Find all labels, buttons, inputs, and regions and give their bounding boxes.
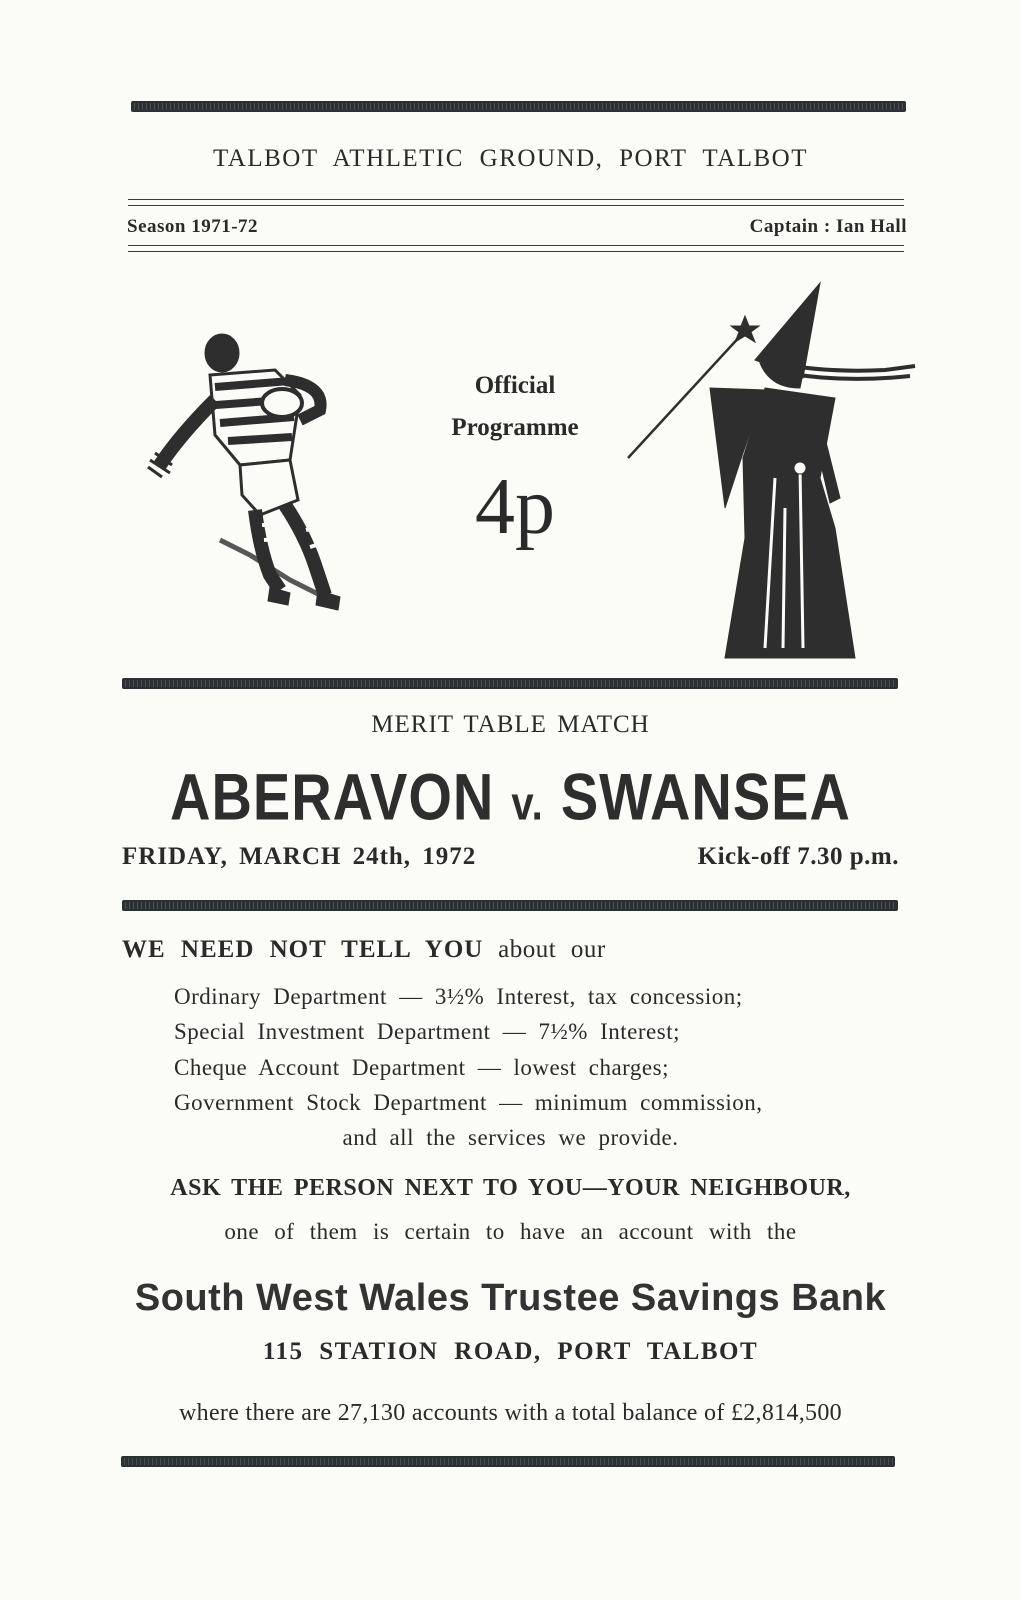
match-type: MERIT TABLE MATCH xyxy=(371,711,650,738)
official-programme-label xyxy=(420,365,610,449)
department-line: Government Stock Department — minimum commission, xyxy=(174,1090,763,1115)
away-team: SWANSEA xyxy=(560,759,851,834)
mid-bar-2 xyxy=(122,900,898,911)
ask-neighbour-line: ASK THE PERSON NEXT TO YOU—YOUR NEIGHBOUR, xyxy=(170,1175,851,1201)
bank-name: South West Wales Trustee Savings Bank xyxy=(134,1277,887,1319)
advert-intro xyxy=(122,936,606,964)
balance-line: where there are 27,130 accounts with a total balance of £2,814,500 xyxy=(179,1400,842,1426)
advert-intro-rest: about our xyxy=(498,936,606,963)
mid-bar-1 xyxy=(122,678,898,689)
captain-label: Captain : Ian Hall xyxy=(749,216,907,237)
department-line: Special Investment Department — 7½% Interest; xyxy=(174,1019,680,1044)
ground-title: TALBOT ATHLETIC GROUND, PORT TALBOT xyxy=(213,145,808,172)
rugby-player-icon xyxy=(140,325,350,615)
price-label: 4p xyxy=(475,463,555,551)
bank-address: 115 STATION ROAD, PORT TALBOT xyxy=(262,1338,759,1365)
department-line: Cheque Account Department — lowest charges; xyxy=(174,1055,669,1080)
official-line2: Programme xyxy=(451,414,579,441)
bottom-bar xyxy=(121,1456,895,1467)
versus-label: v. xyxy=(511,778,544,830)
official-line1: Official xyxy=(474,372,556,399)
services-line: and all the services we provide. xyxy=(342,1125,679,1150)
season-label: Season 1971-72 xyxy=(127,216,259,237)
kickoff-time: Kick-off 7.30 p.m. xyxy=(697,843,899,870)
wizard-icon xyxy=(625,278,925,663)
match-date: FRIDAY, MARCH 24th, 1972 xyxy=(122,843,477,870)
top-bar xyxy=(131,101,906,112)
home-team: ABERAVON xyxy=(170,759,495,834)
double-rule-upper xyxy=(128,199,904,206)
advert-intro-bold: WE NEED NOT TELL YOU xyxy=(122,936,484,963)
double-rule-lower xyxy=(128,245,904,252)
department-line: Ordinary Department — 3½% Interest, tax concession; xyxy=(174,984,743,1009)
fixture-line xyxy=(170,758,851,835)
account-line: one of them is certain to have an account with the xyxy=(224,1219,797,1244)
